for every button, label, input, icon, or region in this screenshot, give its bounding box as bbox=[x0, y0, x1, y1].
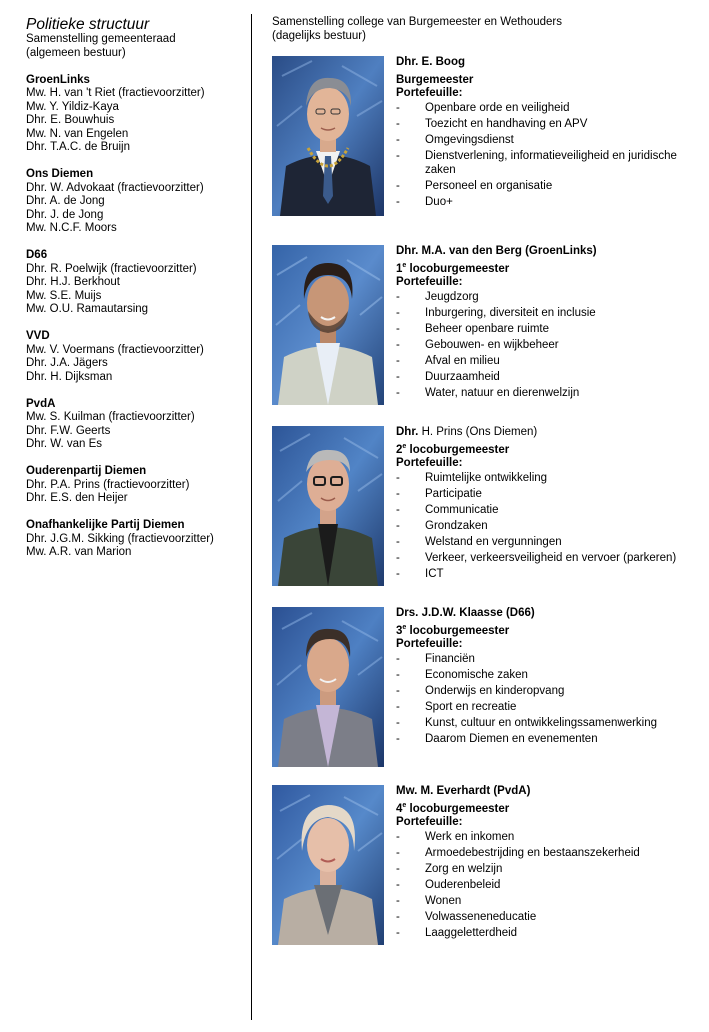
portfolio-item: - Laaggeletterdheid bbox=[396, 927, 696, 941]
party-name: Ons Diemen bbox=[26, 168, 94, 180]
portfolio-item: - Onderwijs en kinderopvang bbox=[396, 685, 696, 699]
portfolio-item: - Verkeer, verkeersveiligheid en vervoer (parkeren) bbox=[396, 552, 696, 566]
portfolio-item: - Welstand en vergunningen bbox=[396, 536, 696, 550]
council-member: Dhr. E. Bouwhuis bbox=[26, 114, 115, 126]
party-block bbox=[26, 519, 248, 560]
portfolio-list bbox=[396, 831, 696, 941]
member-role: 1e locoburgemeester bbox=[396, 261, 510, 275]
council-member: Mw. Y. Yildiz-Kaya bbox=[26, 100, 119, 113]
member-info bbox=[396, 245, 696, 403]
portfolio-item: - Openbare orde en veiligheid bbox=[396, 102, 696, 116]
portfolio-list bbox=[396, 291, 696, 401]
member-name: Dhr. E. Boog bbox=[396, 56, 465, 68]
party-block bbox=[26, 249, 248, 317]
member-name: Drs. J.D.W. Klaasse (D66) bbox=[396, 607, 535, 619]
council-member: Mw. A.R. van Marion bbox=[26, 546, 132, 558]
council-member: Dhr. A. de Jong bbox=[26, 195, 105, 207]
portfolio-item: - Werk en inkomen bbox=[396, 831, 696, 845]
council-subtitle-note: (algemeen bestuur) bbox=[26, 46, 126, 59]
member-info bbox=[396, 607, 696, 749]
portfolio-item: - Communicatie bbox=[396, 504, 696, 518]
portfolio-item: - Ruimtelijke ontwikkeling bbox=[396, 472, 696, 486]
portfolio-label: Portefeuille: bbox=[396, 637, 463, 650]
council-member: Mw. S.E. Muijs bbox=[26, 289, 102, 302]
portrait-photo bbox=[272, 426, 384, 586]
portfolio-label: Portefeuille: bbox=[396, 275, 463, 288]
council-member: Mw. O.U. Ramautarsing bbox=[26, 303, 149, 315]
portrait-photo bbox=[272, 607, 384, 767]
portfolio-item: - Water, natuur en dierenwelzijn bbox=[396, 387, 696, 401]
party-block bbox=[26, 74, 248, 155]
council-member: Mw. N.C.F. Moors bbox=[26, 222, 117, 234]
portfolio-item: - Toezicht en handhaving en APV bbox=[396, 118, 696, 132]
party-block bbox=[26, 465, 248, 506]
council-member: Dhr. W. van Es bbox=[26, 438, 103, 450]
college-member-van-den-berg bbox=[272, 245, 692, 407]
party-name: PvdA bbox=[26, 397, 56, 410]
member-name: Dhr. H. Prins (Ons Diemen) bbox=[396, 426, 538, 438]
council-member: Dhr. W. Advokaat (fractievoorzitter) bbox=[26, 181, 204, 194]
portrait-photo bbox=[272, 785, 384, 945]
portfolio-item: - Economische zaken bbox=[396, 669, 696, 683]
party-name: Ouderenpartij Diemen bbox=[26, 465, 147, 477]
page-title: Politieke structuur bbox=[26, 16, 150, 33]
portfolio-item: - ICT bbox=[396, 568, 696, 582]
portfolio-item: - Inburgering, diversiteit en inclusie bbox=[396, 307, 696, 321]
portfolio-item: - Beheer openbare ruimte bbox=[396, 323, 696, 337]
college-header bbox=[272, 16, 692, 43]
column-divider bbox=[251, 14, 252, 1020]
portfolio-item: - Grondzaken bbox=[396, 520, 696, 534]
council-member: Dhr. P.A. Prins (fractievoorzitter) bbox=[26, 478, 190, 491]
council-member: Mw. S. Kuilman (fractievoorzitter) bbox=[26, 411, 195, 423]
portfolio-list bbox=[396, 472, 696, 582]
college-subtitle: (dagelijks bestuur) bbox=[272, 29, 366, 42]
portfolio-item: - Zorg en welzijn bbox=[396, 863, 696, 877]
member-info bbox=[396, 426, 696, 584]
council-member: Dhr. R. Poelwijk (fractievoorzitter) bbox=[26, 262, 197, 275]
portfolio-item: - Duurzaamheid bbox=[396, 371, 696, 385]
portfolio-item: - Participatie bbox=[396, 488, 696, 502]
gemeenteraad-column bbox=[26, 16, 248, 560]
party-block bbox=[26, 398, 248, 452]
council-member: Dhr. J.G.M. Sikking (fractievoorzitter) bbox=[26, 532, 214, 545]
portfolio-item: - Daarom Diemen en evenementen bbox=[396, 733, 696, 747]
council-member: Mw. N. van Engelen bbox=[26, 127, 129, 140]
council-member: Dhr. F.W. Geerts bbox=[26, 424, 111, 437]
college-member-klaasse bbox=[272, 607, 692, 769]
portfolio-item: - Omgevingsdienst bbox=[396, 134, 696, 148]
member-name: Dhr. M.A. van den Berg (GroenLinks) bbox=[396, 245, 597, 257]
council-member: Mw. V. Voermans (fractievoorzitter) bbox=[26, 343, 204, 356]
member-role: Burgemeester bbox=[396, 73, 474, 86]
portfolio-item: - Sport en recreatie bbox=[396, 701, 696, 715]
council-member: Dhr. H.J. Berkhout bbox=[26, 276, 120, 288]
portfolio-label: Portefeuille: bbox=[396, 815, 463, 828]
portfolio-item: - Kunst, cultuur en ontwikkelingssamenwerking bbox=[396, 717, 696, 731]
portfolio-item: - Ouderenbeleid bbox=[396, 879, 696, 893]
college-title: Samenstelling college van Burgemeester en Wethouders bbox=[272, 16, 563, 28]
portfolio-item: - Afval en milieu bbox=[396, 355, 696, 369]
council-subtitle: Samenstelling gemeenteraad bbox=[26, 33, 176, 45]
member-name: Mw. M. Everhardt (PvdA) bbox=[396, 785, 531, 797]
member-info bbox=[396, 56, 696, 212]
college-member-everhardt bbox=[272, 785, 692, 947]
portrait-photo bbox=[272, 245, 384, 405]
member-role: 4e locoburgemeester bbox=[396, 801, 510, 815]
portfolio-item: - Duo+ bbox=[396, 196, 696, 210]
college-member-prins bbox=[272, 426, 692, 588]
portfolio-list bbox=[396, 102, 696, 209]
member-role: 2e locoburgemeester bbox=[396, 442, 510, 456]
portrait-photo bbox=[272, 56, 384, 216]
council-member: Mw. H. van 't Riet (fractievoorzitter) bbox=[26, 87, 205, 99]
member-role: 3e locoburgemeester bbox=[396, 623, 510, 637]
party-name: D66 bbox=[26, 249, 48, 261]
party-block bbox=[26, 168, 248, 236]
portfolio-item: - Volwasseneneducatie bbox=[396, 911, 696, 925]
party-block bbox=[26, 330, 248, 384]
portfolio-list bbox=[396, 653, 696, 747]
party-name: GroenLinks bbox=[26, 73, 90, 86]
portfolio-item: - Personeel en organisatie bbox=[396, 180, 696, 194]
member-info bbox=[396, 785, 696, 943]
council-member: Dhr. E.S. den Heijer bbox=[26, 492, 128, 504]
portfolio-item: - Jeugdzorg bbox=[396, 291, 696, 305]
portfolio-item: - Armoedebestrijding en bestaanszekerheid bbox=[396, 847, 696, 861]
council-member: Dhr. T.A.C. de Bruijn bbox=[26, 141, 130, 153]
party-list bbox=[26, 74, 248, 560]
portfolio-item: - Wonen bbox=[396, 895, 696, 909]
portfolio-item: - Financiën bbox=[396, 653, 696, 667]
portfolio-label: Portefeuille: bbox=[396, 456, 463, 469]
portfolio-item: - Dienstverlening, informatieveiligheid en juridische zaken bbox=[396, 150, 696, 177]
party-name: Onafhankelijke Partij Diemen bbox=[26, 519, 185, 531]
portfolio-label: Portefeuille: bbox=[396, 86, 463, 99]
portfolio-item: - Gebouwen- en wijkbeheer bbox=[396, 339, 696, 353]
party-name: VVD bbox=[26, 330, 50, 342]
council-member: Dhr. J.A. Jägers bbox=[26, 357, 108, 369]
council-member: Dhr. H. Dijksman bbox=[26, 370, 113, 383]
council-member: Dhr. J. de Jong bbox=[26, 208, 104, 221]
college-member-boog bbox=[272, 56, 692, 218]
